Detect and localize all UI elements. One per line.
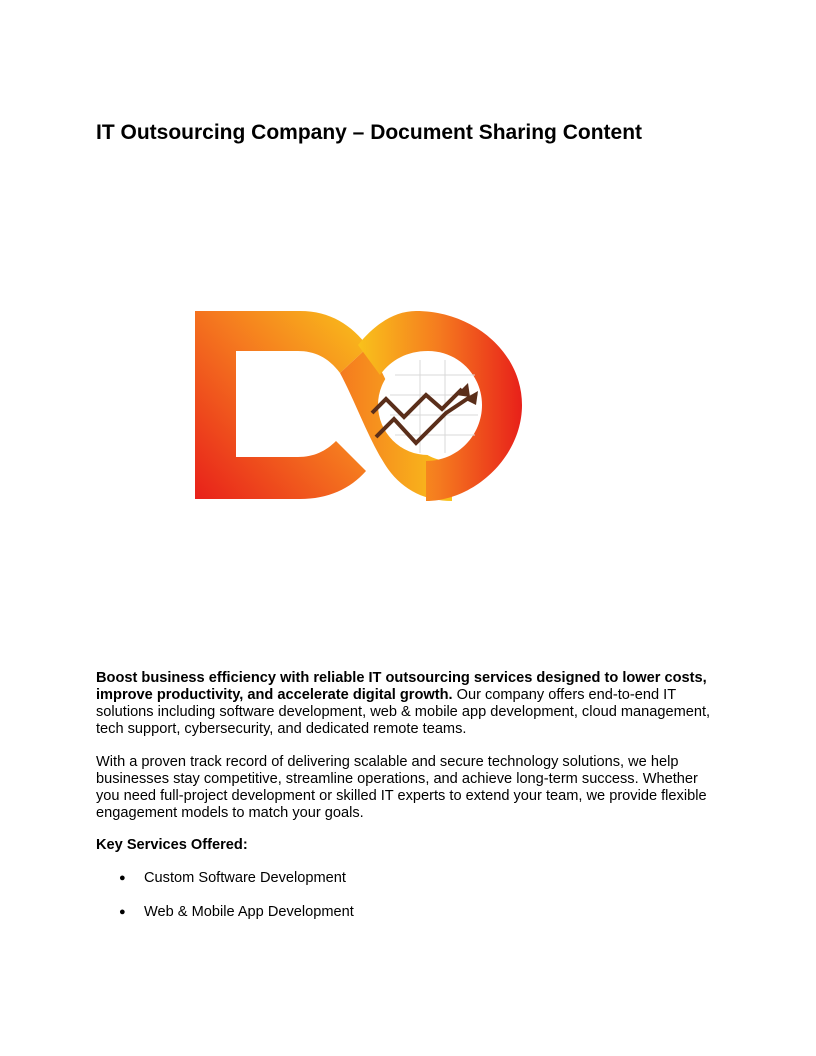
logo-letter-d — [195, 311, 368, 499]
service-label: Custom Software Development — [144, 870, 346, 886]
services-heading: Key Services Offered: — [96, 837, 248, 853]
track-record-paragraph: With a proven track record of delivering scalable and secure technology solutions, we help businesses stay competitive, streamline operations, and achieve long-term success. Whether you need full-project development or skilled IT experts to extend your team, we provide flexible engagement models to match your goals. — [96, 754, 707, 821]
bullet-icon: ● — [119, 906, 126, 918]
logo-graphic — [190, 305, 530, 505]
intro-body-text: Our company offers end-to-end IT solutions including software development, web & mobile app development, cloud management, tech support, cybersecurity, and dedicated remote teams. — [96, 687, 711, 737]
intro-paragraph — [96, 670, 720, 738]
list-item — [96, 870, 354, 904]
services-list — [96, 870, 354, 938]
page-title: IT Outsourcing Company – Document Sharing Content — [96, 121, 643, 144]
bullet-icon: ● — [119, 872, 126, 884]
intro-bold-text: Boost business efficiency with reliable IT outsourcing services designed to lower costs, improve productivity, and accelerate digital growth. — [96, 670, 707, 703]
service-label: Web & Mobile App Development — [144, 904, 354, 920]
list-item — [96, 904, 354, 938]
do-infinity-growth-logo — [190, 305, 530, 505]
